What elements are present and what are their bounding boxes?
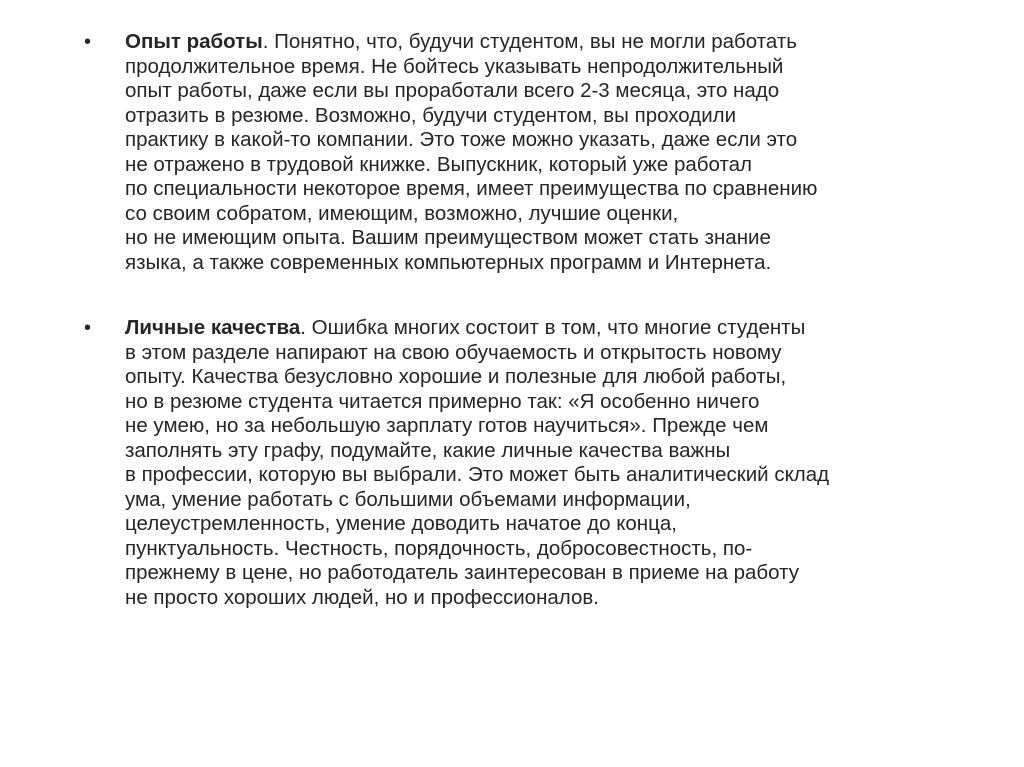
text-line: пунктуальность. Честность, порядочность, добросовестность, по-	[125, 536, 753, 560]
bullet-text	[125, 30, 965, 275]
text-line: по специальности некоторое время, имеет преимущества по сравнению	[125, 177, 818, 200]
text-line: но в резюме студента читается примерно так: «Я особенно ничего	[125, 389, 760, 413]
text-line: в этом разделе напирают на свою обучаемость и открытость новому	[125, 340, 782, 364]
text-line: не умею, но за небольшую зарплату готов научиться». Прежде чем	[125, 414, 769, 437]
text-line: не отражено в трудовой книжке. Выпускник, который уже работал	[125, 152, 753, 176]
bullet-icon: •	[84, 31, 92, 53]
text-line: в профессии, которую вы выбрали. Это может быть аналитический склад	[125, 463, 830, 486]
bullet-first-line: . Ошибка многих состоит в том, что многие студенты	[300, 316, 806, 339]
text-line: опыт работы, даже если вы проработали всего 2-3 месяца, это надо	[125, 79, 780, 102]
text-line: опыту. Качества безусловно хорошие и полезные для любой работы,	[125, 365, 787, 388]
text-line	[125, 316, 965, 341]
text-line: отразить в резюме. Возможно, будучи студентом, вы проходили	[125, 103, 737, 127]
text-line: заполнять эту графу, подумайте, какие личные качества важны	[125, 438, 731, 462]
bullet-text	[125, 316, 965, 610]
text-line: практику в какой-то компании. Это тоже можно указать, даже если это	[125, 128, 798, 151]
bullet-term: Опыт работы	[125, 30, 263, 53]
text-line	[125, 30, 965, 55]
text-line: прежнему в цене, но работодатель заинтересован в приеме на работу	[125, 561, 799, 584]
text-line: со своим собратом, имеющим, возможно, лучшие оценки,	[125, 201, 679, 225]
text-line: продолжительное время. Не бойтесь указывать непродолжительный	[125, 54, 784, 78]
bullet-term: Личные качества	[125, 316, 301, 339]
bullet-icon: •	[84, 317, 92, 339]
text-line: ума, умение работать с большими объемами информации,	[125, 487, 691, 511]
text-line: языка, а также современных компьютерных программ и Интернета.	[125, 250, 772, 274]
text-line: не просто хороших людей, но и профессионалов.	[125, 585, 599, 609]
bullet-first-line: . Понятно, что, будучи студентом, вы не могли работать	[262, 30, 797, 53]
text-line: целеустремленность, умение доводить начатое до конца,	[125, 512, 677, 535]
text-line: но не имеющим опыта. Вашим преимуществом может стать знание	[125, 226, 771, 249]
